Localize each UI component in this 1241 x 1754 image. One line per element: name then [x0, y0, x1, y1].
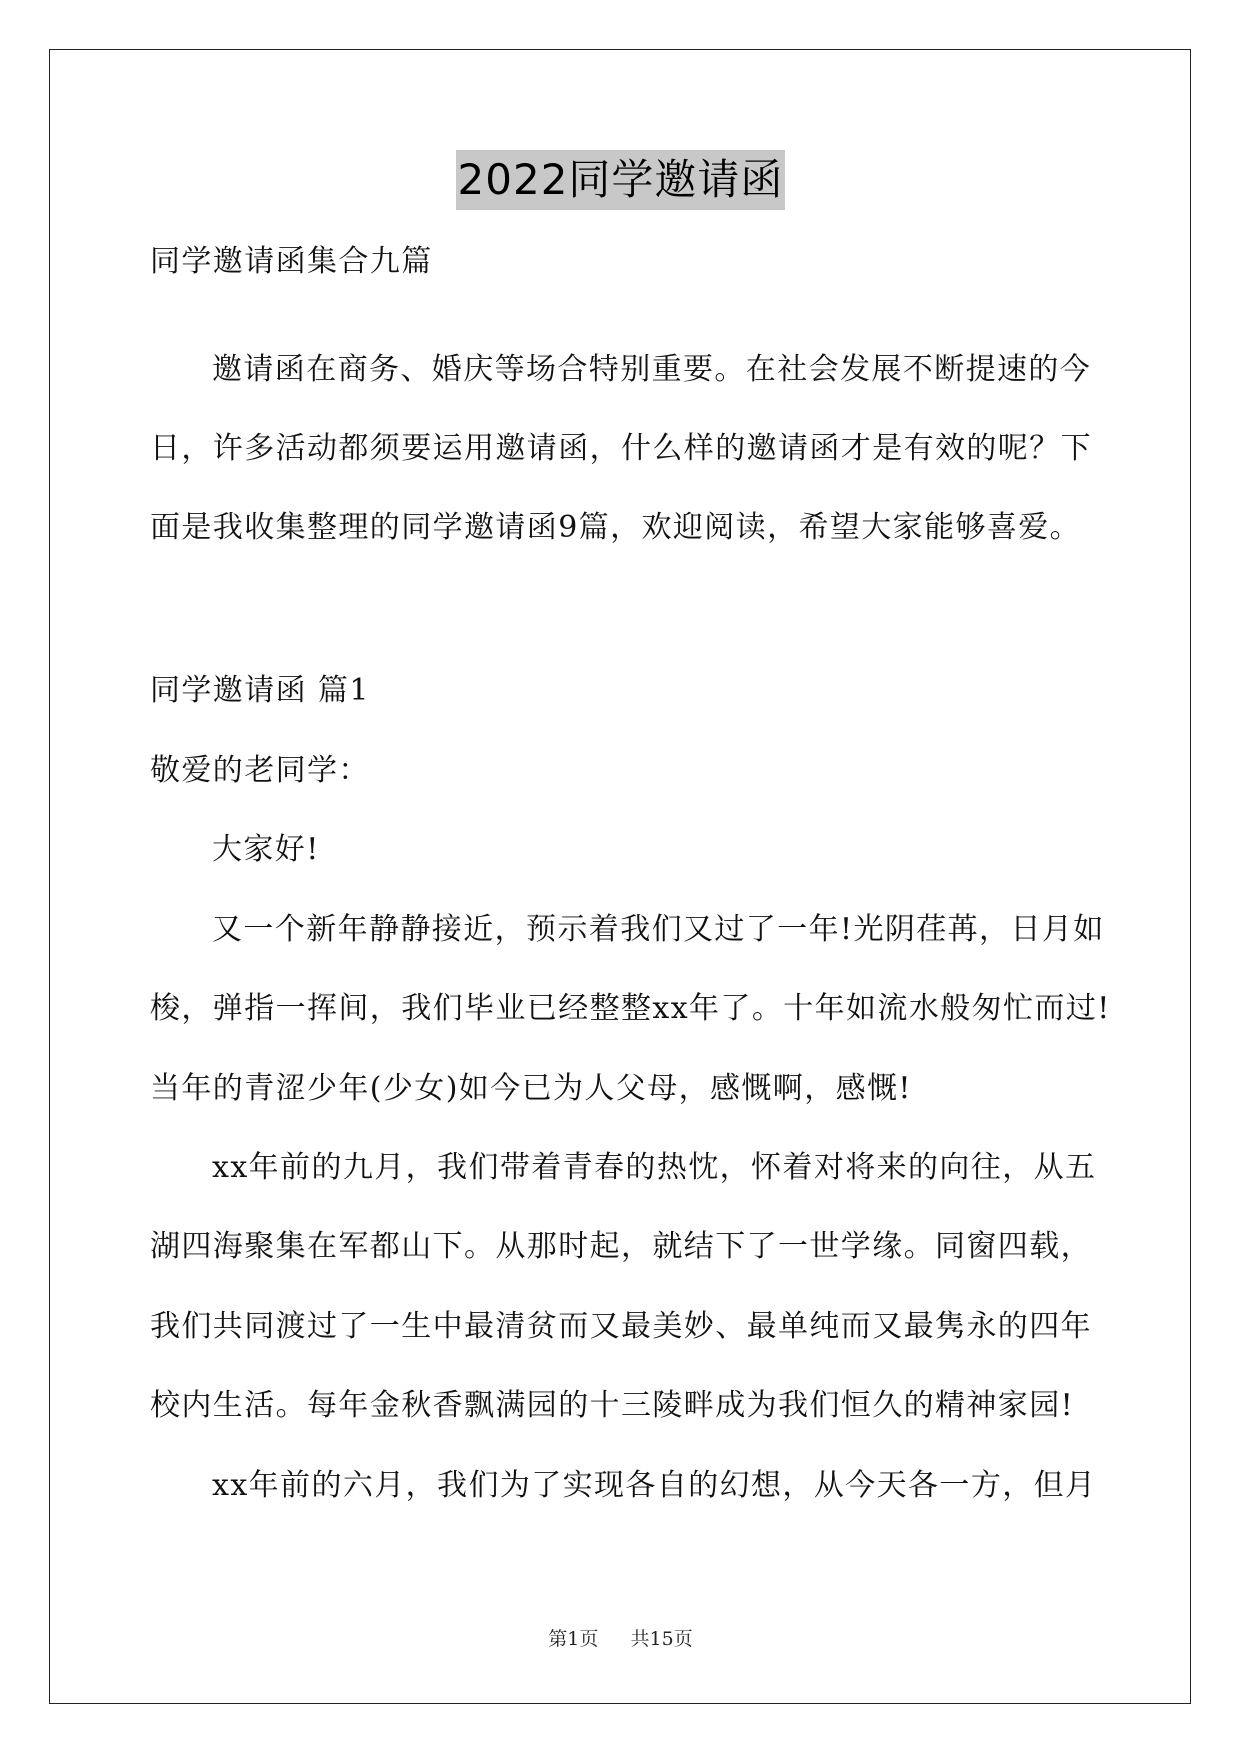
- paragraph-line: 湖四海聚集在军都山下。从那时起，就结下了一世学缘。同窗四载，: [150, 1229, 1092, 1264]
- document-subtitle: 同学邀请函集合九篇: [150, 244, 433, 279]
- paragraph-line: 我们共同渡过了一生中最清贫而又最美妙、最单纯而又最隽永的四年: [150, 1309, 1092, 1344]
- paragraph-line: 又一个新年静静接近，预示着我们又过了一年!光阴荏苒，日月如: [212, 912, 1105, 947]
- page-border: [49, 49, 1191, 1704]
- document-title: 2022同学邀请函: [456, 150, 786, 210]
- paragraph-line: 梭，弹指一挥间，我们毕业已经整整xx年了。十年如流水般匆忙而过!: [150, 991, 1111, 1026]
- paragraph-line: 校内生活。每年金秋香飘满园的十三陵畔成为我们恒久的精神家园!: [150, 1388, 1075, 1423]
- section-heading: 同学邀请函 篇1: [150, 673, 370, 708]
- intro-line: 面是我收集整理的同学邀请函9篇，欢迎阅读，希望大家能够喜爱。: [150, 510, 1082, 545]
- page-number: 第1页: [548, 1628, 599, 1650]
- paragraph-line: xx年前的六月，我们为了实现各自的幻想，从今天各一方，但月: [212, 1468, 1097, 1503]
- page-total: 共15页: [630, 1628, 693, 1650]
- intro-line: 邀请函在商务、婚庆等场合特别重要。在社会发展不断提速的今: [212, 352, 1092, 387]
- paragraph-line: 当年的青涩少年(少女)如今已为人父母，感慨啊，感慨!: [150, 1071, 912, 1106]
- title-area: [0, 150, 1241, 210]
- salutation: 敬爱的老同学：: [150, 753, 370, 788]
- intro-line: 日，许多活动都须要运用邀请函，什么样的邀请函才是有效的呢？下: [150, 431, 1092, 466]
- paragraph-line: xx年前的九月，我们带着青春的热忱，怀着对将来的向往，从五: [212, 1150, 1097, 1185]
- page-footer: [0, 1627, 1241, 1651]
- greeting: 大家好!: [212, 832, 320, 867]
